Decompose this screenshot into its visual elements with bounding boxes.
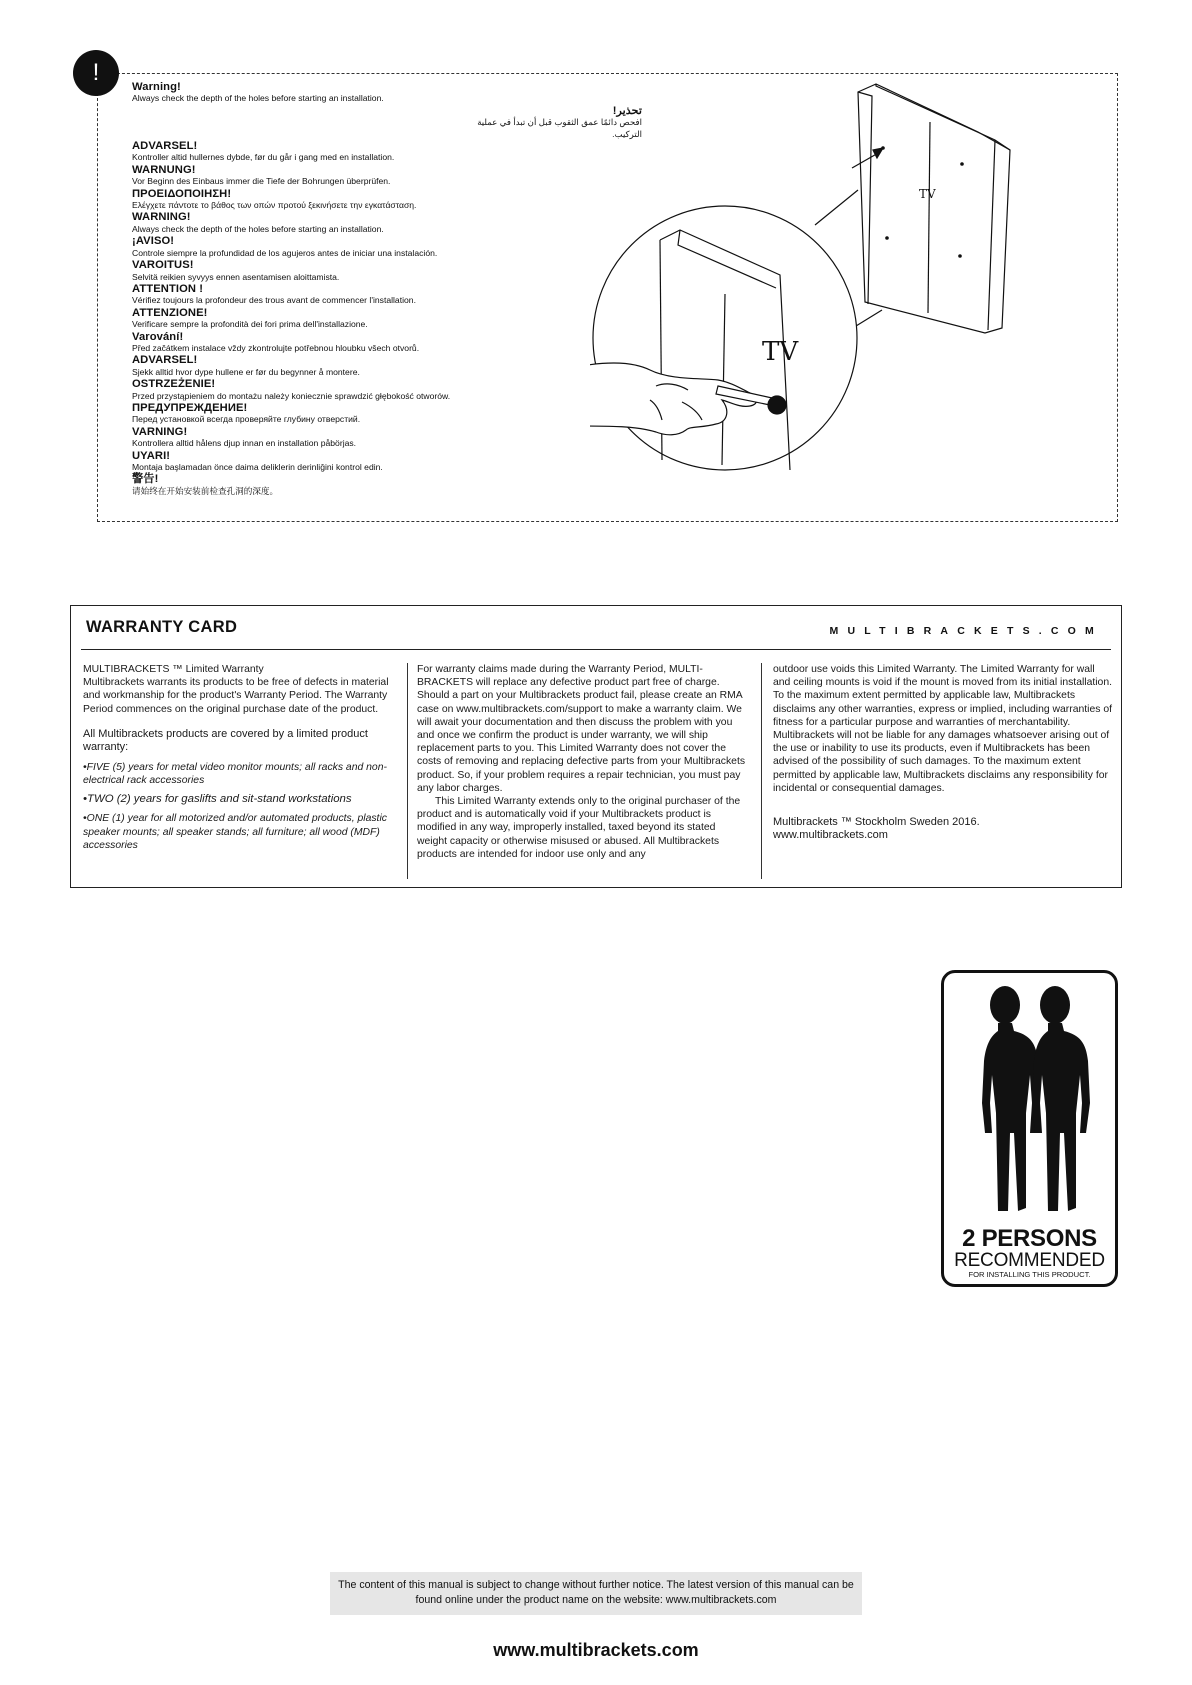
column-divider bbox=[407, 663, 408, 879]
warning-text: Always check the depth of the holes before starting an installation. bbox=[132, 93, 384, 104]
warning-text: Ελέγχετε πάντοτε το βάθος των οπών προτού ξεκινήσετε την εγκατάσταση. bbox=[132, 200, 417, 211]
warning-entry bbox=[132, 164, 642, 188]
warning-entry bbox=[132, 259, 642, 283]
warning-heading: ΠΡΟΕΙΔΟΠΟΙΗΣΗ! bbox=[132, 187, 232, 200]
warranty-card-site: MULTIBRACKETS.COM bbox=[829, 625, 1103, 637]
warning-heading: OSTRZEŻENIE! bbox=[132, 378, 216, 391]
warning-text: Vérifiez toujours la profondeur des trous avant de commencer l'installation. bbox=[132, 295, 416, 306]
warning-text: افحص دائمًا عمق الثقوب قبل أن تبدأ في عملية التركيب. bbox=[477, 117, 642, 139]
warning-heading: ADVARSEL! bbox=[132, 140, 198, 153]
footer-url: www.multibrackets.com bbox=[493, 1640, 699, 1660]
warning-heading: VARNING! bbox=[132, 425, 188, 438]
warning-heading: ADVARSEL! bbox=[132, 354, 198, 367]
warranty-card bbox=[70, 605, 1122, 888]
warranty-claims-text: For warranty claims made during the Warranty Period, MULTI-BRACKETS will replace any defective product part free of charge. Should a part on your Multibrackets product fail, please create an RMA case on www.multibrackets.com/support to make a warranty claim. We will await your documentation and then discuss the problem with you and once we confirm the product is under warranty, we will ship replacement parts to you. This Limited Warranty does not cover the costs of removing and replacing defective parts from your Multibrackets product. So, if your problem requires a repair technician, you must pay any labor charges. bbox=[417, 664, 746, 794]
warning-icon: ! bbox=[73, 50, 119, 96]
column-divider bbox=[761, 663, 762, 879]
warning-text: Verificare sempre la profondità dei fori prima dell'installazione. bbox=[132, 319, 368, 330]
warning-heading: تحذير! bbox=[612, 104, 642, 117]
tv-label-small: TV bbox=[919, 187, 936, 201]
coverage-bullet-one-year: •ONE (1) year for all motorized and/or automated products, plastic speaker mounts; all speaker stands; all furniture; all wood (MDF) accessories bbox=[83, 813, 387, 851]
warning-entry bbox=[132, 283, 642, 307]
warning-heading: WARNING! bbox=[132, 211, 191, 224]
warning-heading: ¡AVISO! bbox=[132, 235, 175, 248]
warranty-intro: Multibrackets warrants its products to be free of defects in material and workmanship for the product's Warranty Period. The Warranty Period commences on the original purchase date of the product. bbox=[83, 677, 389, 715]
warning-entry bbox=[132, 473, 642, 497]
tv-mounting-illustration bbox=[590, 80, 1090, 500]
installing-note: FOR INSTALLING THIS PRODUCT. bbox=[968, 1270, 1091, 1279]
warning-text: Controle siempre la profundidad de los agujeros antes de iniciar una instalación. bbox=[132, 247, 438, 258]
warning-entry bbox=[132, 307, 642, 331]
warning-text: Sjekk alltid hvor dype hullene er før du begynner å montere. bbox=[132, 366, 360, 377]
coverage-bullet-five-years: •FIVE (5) years for metal video monitor mounts; all racks and non-electrical rack accessories bbox=[83, 761, 387, 787]
warning-heading: WARNUNG! bbox=[132, 163, 196, 176]
warranty-card-title: WARRANTY CARD bbox=[86, 618, 238, 636]
warning-entry bbox=[132, 211, 642, 235]
warning-heading: UYARI! bbox=[132, 449, 171, 462]
warning-text: Kontroller altid hullernes dybde, før du går i gang med en installation. bbox=[132, 152, 395, 163]
warranty-column-2 bbox=[417, 663, 747, 861]
warning-text: Przed przystąpieniem do montażu należy koniecznie sprawdzić głębokość otworów. bbox=[132, 390, 451, 401]
warranty-purchaser-text: This Limited Warranty extends only to the original purchaser of the product and is automatically void if your Multibrackets product is modified in any way, improperly installed, taxed beyond its stated weight capacity or otherwise misused or abused. All Multibrackets products are intended for indoor use only and any bbox=[417, 796, 741, 860]
warning-heading: VAROITUS! bbox=[132, 259, 194, 272]
warning-heading: ПРЕДУПРЕЖДЕНИЕ! bbox=[132, 401, 248, 414]
two-persons-sign bbox=[941, 970, 1118, 1287]
warning-text: Перед установкой всегда проверяйте глубину отверстий. bbox=[132, 414, 361, 425]
warranty-column-1 bbox=[83, 663, 398, 852]
warning-entry bbox=[132, 105, 642, 140]
two-persons-icon bbox=[960, 983, 1100, 1223]
warning-text: Vor Beginn des Einbaus immer die Tiefe der Bohrungen überprüfen. bbox=[132, 176, 391, 187]
warning-entry bbox=[132, 81, 642, 105]
company-signature: Multibrackets ™ Stockholm Sweden 2016. bbox=[773, 816, 980, 829]
coverage-bullet-two-years: •TWO (2) years for gaslifts and sit-stand workstations bbox=[83, 793, 352, 806]
warning-entry bbox=[132, 402, 642, 426]
warning-text: Always check the depth of the holes before starting an installation. bbox=[132, 223, 384, 234]
warning-heading: 警告! bbox=[132, 473, 159, 486]
warning-heading: Varování! bbox=[132, 330, 184, 343]
warning-heading: ATTENTION ! bbox=[132, 282, 204, 295]
warning-text: Montaja başlamadan önce daima deliklerin derinliğini kontrol edin. bbox=[132, 462, 383, 472]
title-divider bbox=[81, 649, 1111, 650]
warning-list bbox=[132, 81, 642, 497]
warning-text: Selvitä reikien syvyys ennen asentamisen aloittamista. bbox=[132, 271, 340, 282]
company-url: www.multibrackets.com bbox=[773, 829, 888, 842]
tv-label-large: TV bbox=[762, 337, 799, 367]
coverage-heading: All Multibrackets products are covered by a limited product warranty: bbox=[83, 727, 368, 754]
warranty-column-3 bbox=[773, 663, 1113, 842]
warning-text: Kontrollera alltid hålens djup innan en installation påbörjas. bbox=[132, 438, 357, 449]
warning-entry bbox=[132, 188, 642, 212]
recommended-label: RECOMMENDED bbox=[954, 1250, 1105, 1271]
warning-text: Před začátkem instalace vždy zkontrolujte potřebnou hloubku všech otvorů. bbox=[132, 342, 420, 353]
warning-entry bbox=[132, 331, 642, 355]
warranty-heading: MULTIBRACKETS ™ Limited Warranty bbox=[83, 664, 264, 675]
warning-entry bbox=[132, 378, 642, 402]
warranty-disclaimer-text: outdoor use voids this Limited Warranty. The Limited Warranty for wall and ceiling mounts is void if the mount is moved from its initial installation. To the maximum extent permitted by applicable law, Multibrackets disclaims any other warranties, express or implied, including warranties of fitness for a particular purpose and warranties of merchantability. Multibrackets will not be liable for any damages whatsoever arising out of the use or inability to use its products, even if Multibrackets has been advised of the possibility of such damages. To the maximum extent permitted by applicable law, Multibrackets disclaims any responsibility for incidental or consequential damages. bbox=[773, 664, 1113, 794]
warning-entry bbox=[132, 450, 642, 474]
persons-count-label: 2 PERSONS bbox=[962, 1225, 1097, 1252]
warning-heading: ATTENZIONE! bbox=[132, 306, 208, 319]
warning-entry bbox=[132, 426, 642, 450]
warning-entry bbox=[132, 354, 642, 378]
warning-entry bbox=[132, 140, 642, 164]
warning-heading: Warning! bbox=[132, 81, 181, 93]
footer-note: The content of this manual is subject to change without further notice. The latest version of this manual can be found online under the product name on the website: www.multibrackets.com bbox=[330, 1572, 862, 1615]
warning-text: 请始终在开始安装前检查孔洞的深度。 bbox=[132, 485, 279, 496]
warning-entry bbox=[132, 235, 642, 259]
